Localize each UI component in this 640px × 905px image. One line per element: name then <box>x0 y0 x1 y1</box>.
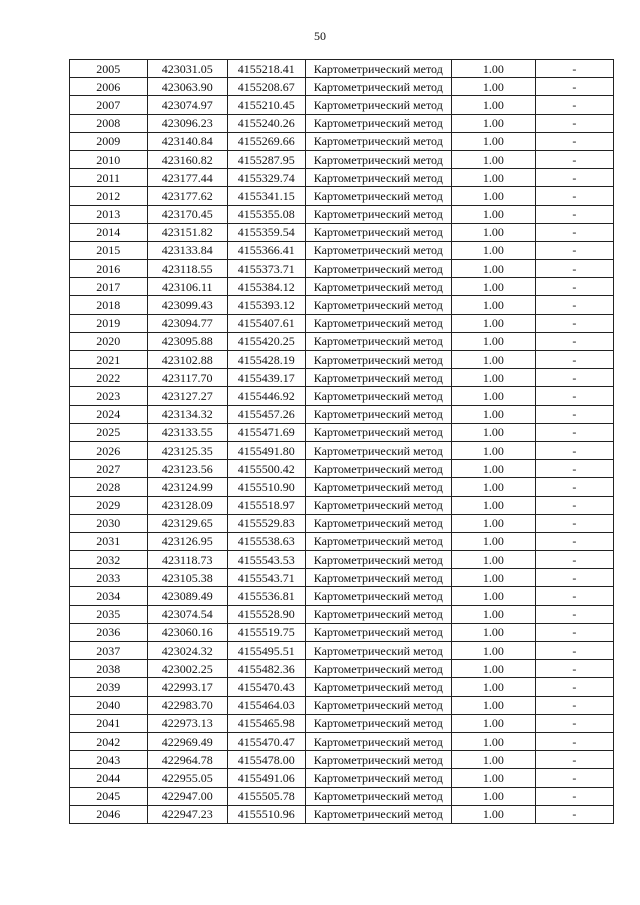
description-cell: - <box>535 551 613 569</box>
description-cell: - <box>535 205 613 223</box>
y-coordinate-cell: 4155208.67 <box>227 78 305 96</box>
x-coordinate-cell: 422964.78 <box>147 751 227 769</box>
accuracy-cell: 1.00 <box>451 132 535 150</box>
y-coordinate-cell: 4155464.03 <box>227 696 305 714</box>
description-cell: - <box>535 423 613 441</box>
method-cell: Картометрический метод <box>305 423 451 441</box>
description-cell: - <box>535 514 613 532</box>
x-coordinate-cell: 422983.70 <box>147 696 227 714</box>
x-coordinate-cell: 423123.56 <box>147 460 227 478</box>
x-coordinate-cell: 423060.16 <box>147 623 227 641</box>
description-cell: - <box>535 496 613 514</box>
table-row <box>70 205 614 223</box>
x-coordinate-cell: 423074.97 <box>147 96 227 114</box>
x-coordinate-cell: 423024.32 <box>147 642 227 660</box>
x-coordinate-cell: 423129.65 <box>147 514 227 532</box>
description-cell: - <box>535 587 613 605</box>
table-row <box>70 732 614 750</box>
point-number-cell: 2030 <box>70 514 148 532</box>
y-coordinate-cell: 4155457.26 <box>227 405 305 423</box>
method-cell: Картометрический метод <box>305 551 451 569</box>
table-row <box>70 132 614 150</box>
accuracy-cell: 1.00 <box>451 751 535 769</box>
accuracy-cell: 1.00 <box>451 205 535 223</box>
accuracy-cell: 1.00 <box>451 605 535 623</box>
point-number-cell: 2007 <box>70 96 148 114</box>
description-cell: - <box>535 241 613 259</box>
y-coordinate-cell: 4155529.83 <box>227 514 305 532</box>
x-coordinate-cell: 423102.88 <box>147 351 227 369</box>
y-coordinate-cell: 4155538.63 <box>227 532 305 550</box>
point-number-cell: 2038 <box>70 660 148 678</box>
method-cell: Картометрический метод <box>305 387 451 405</box>
table-row <box>70 114 614 132</box>
point-number-cell: 2043 <box>70 751 148 769</box>
table-row <box>70 332 614 350</box>
method-cell: Картометрический метод <box>305 587 451 605</box>
table-row <box>70 514 614 532</box>
point-number-cell: 2033 <box>70 569 148 587</box>
y-coordinate-cell: 4155491.80 <box>227 441 305 459</box>
accuracy-cell: 1.00 <box>451 623 535 641</box>
table-row <box>70 642 614 660</box>
method-cell: Картометрический метод <box>305 642 451 660</box>
x-coordinate-cell: 422993.17 <box>147 678 227 696</box>
accuracy-cell: 1.00 <box>451 642 535 660</box>
accuracy-cell: 1.00 <box>451 241 535 259</box>
y-coordinate-cell: 4155471.69 <box>227 423 305 441</box>
accuracy-cell: 1.00 <box>451 441 535 459</box>
method-cell: Картометрический метод <box>305 351 451 369</box>
accuracy-cell: 1.00 <box>451 714 535 732</box>
table-row <box>70 169 614 187</box>
y-coordinate-cell: 4155470.47 <box>227 732 305 750</box>
method-cell: Картометрический метод <box>305 769 451 787</box>
method-cell: Картометрический метод <box>305 296 451 314</box>
method-cell: Картометрический метод <box>305 623 451 641</box>
y-coordinate-cell: 4155439.17 <box>227 369 305 387</box>
table-row <box>70 496 614 514</box>
description-cell: - <box>535 696 613 714</box>
x-coordinate-cell: 422947.23 <box>147 805 227 823</box>
y-coordinate-cell: 4155510.90 <box>227 478 305 496</box>
method-cell: Картометрический метод <box>305 169 451 187</box>
y-coordinate-cell: 4155407.61 <box>227 314 305 332</box>
y-coordinate-cell: 4155495.51 <box>227 642 305 660</box>
description-cell: - <box>535 405 613 423</box>
point-number-cell: 2022 <box>70 369 148 387</box>
table-row <box>70 605 614 623</box>
x-coordinate-cell: 423151.82 <box>147 223 227 241</box>
accuracy-cell: 1.00 <box>451 732 535 750</box>
point-number-cell: 2018 <box>70 296 148 314</box>
point-number-cell: 2031 <box>70 532 148 550</box>
accuracy-cell: 1.00 <box>451 369 535 387</box>
point-number-cell: 2009 <box>70 132 148 150</box>
accuracy-cell: 1.00 <box>451 569 535 587</box>
x-coordinate-cell: 422973.13 <box>147 714 227 732</box>
method-cell: Картометрический метод <box>305 223 451 241</box>
y-coordinate-cell: 4155384.12 <box>227 278 305 296</box>
x-coordinate-cell: 423118.55 <box>147 260 227 278</box>
table-row <box>70 696 614 714</box>
accuracy-cell: 1.00 <box>451 405 535 423</box>
method-cell: Картометрический метод <box>305 660 451 678</box>
table-row <box>70 678 614 696</box>
table-row <box>70 187 614 205</box>
point-number-cell: 2026 <box>70 441 148 459</box>
table-row <box>70 423 614 441</box>
method-cell: Картометрический метод <box>305 405 451 423</box>
accuracy-cell: 1.00 <box>451 532 535 550</box>
point-number-cell: 2017 <box>70 278 148 296</box>
y-coordinate-cell: 4155210.45 <box>227 96 305 114</box>
table-row <box>70 314 614 332</box>
description-cell: - <box>535 642 613 660</box>
x-coordinate-cell: 423125.35 <box>147 441 227 459</box>
x-coordinate-cell: 423177.62 <box>147 187 227 205</box>
method-cell: Картометрический метод <box>305 460 451 478</box>
point-number-cell: 2040 <box>70 696 148 714</box>
description-cell: - <box>535 678 613 696</box>
accuracy-cell: 1.00 <box>451 460 535 478</box>
x-coordinate-cell: 422969.49 <box>147 732 227 750</box>
accuracy-cell: 1.00 <box>451 278 535 296</box>
table-row <box>70 805 614 823</box>
point-number-cell: 2045 <box>70 787 148 805</box>
method-cell: Картометрический метод <box>305 260 451 278</box>
description-cell: - <box>535 314 613 332</box>
point-number-cell: 2029 <box>70 496 148 514</box>
table-row <box>70 787 614 805</box>
accuracy-cell: 1.00 <box>451 187 535 205</box>
accuracy-cell: 1.00 <box>451 496 535 514</box>
y-coordinate-cell: 4155341.15 <box>227 187 305 205</box>
description-cell: - <box>535 60 613 78</box>
point-number-cell: 2019 <box>70 314 148 332</box>
point-number-cell: 2005 <box>70 60 148 78</box>
y-coordinate-cell: 4155269.66 <box>227 132 305 150</box>
description-cell: - <box>535 478 613 496</box>
description-cell: - <box>535 351 613 369</box>
table-row <box>70 532 614 550</box>
y-coordinate-cell: 4155543.53 <box>227 551 305 569</box>
x-coordinate-cell: 423117.70 <box>147 369 227 387</box>
table-row <box>70 387 614 405</box>
x-coordinate-cell: 423106.11 <box>147 278 227 296</box>
accuracy-cell: 1.00 <box>451 805 535 823</box>
point-number-cell: 2046 <box>70 805 148 823</box>
x-coordinate-cell: 423094.77 <box>147 314 227 332</box>
accuracy-cell: 1.00 <box>451 78 535 96</box>
coordinates-table <box>69 59 614 824</box>
x-coordinate-cell: 423170.45 <box>147 205 227 223</box>
y-coordinate-cell: 4155543.71 <box>227 569 305 587</box>
table-row <box>70 660 614 678</box>
description-cell: - <box>535 332 613 350</box>
point-number-cell: 2023 <box>70 387 148 405</box>
x-coordinate-cell: 423118.73 <box>147 551 227 569</box>
table-row <box>70 78 614 96</box>
table-row <box>70 569 614 587</box>
method-cell: Картометрический метод <box>305 496 451 514</box>
y-coordinate-cell: 4155218.41 <box>227 60 305 78</box>
accuracy-cell: 1.00 <box>451 150 535 168</box>
y-coordinate-cell: 4155536.81 <box>227 587 305 605</box>
y-coordinate-cell: 4155355.08 <box>227 205 305 223</box>
accuracy-cell: 1.00 <box>451 260 535 278</box>
method-cell: Картометрический метод <box>305 241 451 259</box>
method-cell: Картометрический метод <box>305 805 451 823</box>
description-cell: - <box>535 532 613 550</box>
description-cell: - <box>535 441 613 459</box>
accuracy-cell: 1.00 <box>451 332 535 350</box>
x-coordinate-cell: 423133.55 <box>147 423 227 441</box>
table-row <box>70 751 614 769</box>
method-cell: Картометрический метод <box>305 205 451 223</box>
point-number-cell: 2008 <box>70 114 148 132</box>
x-coordinate-cell: 423160.82 <box>147 150 227 168</box>
y-coordinate-cell: 4155491.06 <box>227 769 305 787</box>
point-number-cell: 2037 <box>70 642 148 660</box>
point-number-cell: 2027 <box>70 460 148 478</box>
y-coordinate-cell: 4155393.12 <box>227 296 305 314</box>
method-cell: Картометрический метод <box>305 787 451 805</box>
accuracy-cell: 1.00 <box>451 314 535 332</box>
method-cell: Картометрический метод <box>305 696 451 714</box>
table-row <box>70 623 614 641</box>
x-coordinate-cell: 423002.25 <box>147 660 227 678</box>
x-coordinate-cell: 423031.05 <box>147 60 227 78</box>
y-coordinate-cell: 4155446.92 <box>227 387 305 405</box>
method-cell: Картометрический метод <box>305 678 451 696</box>
method-cell: Картометрический метод <box>305 605 451 623</box>
point-number-cell: 2044 <box>70 769 148 787</box>
y-coordinate-cell: 4155366.41 <box>227 241 305 259</box>
accuracy-cell: 1.00 <box>451 169 535 187</box>
accuracy-cell: 1.00 <box>451 387 535 405</box>
x-coordinate-cell: 423140.84 <box>147 132 227 150</box>
description-cell: - <box>535 660 613 678</box>
point-number-cell: 2016 <box>70 260 148 278</box>
page-number: 50 <box>314 29 326 43</box>
method-cell: Картометрический метод <box>305 150 451 168</box>
description-cell: - <box>535 150 613 168</box>
y-coordinate-cell: 4155528.90 <box>227 605 305 623</box>
method-cell: Картометрический метод <box>305 278 451 296</box>
table-row <box>70 241 614 259</box>
table-row <box>70 769 614 787</box>
x-coordinate-cell: 423128.09 <box>147 496 227 514</box>
method-cell: Картометрический метод <box>305 314 451 332</box>
description-cell: - <box>535 369 613 387</box>
method-cell: Картометрический метод <box>305 187 451 205</box>
description-cell: - <box>535 569 613 587</box>
description-cell: - <box>535 169 613 187</box>
y-coordinate-cell: 4155478.00 <box>227 751 305 769</box>
point-number-cell: 2015 <box>70 241 148 259</box>
method-cell: Картометрический метод <box>305 732 451 750</box>
description-cell: - <box>535 296 613 314</box>
description-cell: - <box>535 714 613 732</box>
description-cell: - <box>535 732 613 750</box>
description-cell: - <box>535 805 613 823</box>
point-number-cell: 2032 <box>70 551 148 569</box>
x-coordinate-cell: 423074.54 <box>147 605 227 623</box>
x-coordinate-cell: 423096.23 <box>147 114 227 132</box>
table-row <box>70 460 614 478</box>
y-coordinate-cell: 4155240.26 <box>227 114 305 132</box>
accuracy-cell: 1.00 <box>451 696 535 714</box>
x-coordinate-cell: 423124.99 <box>147 478 227 496</box>
table-row <box>70 441 614 459</box>
x-coordinate-cell: 423127.27 <box>147 387 227 405</box>
x-coordinate-cell: 423099.43 <box>147 296 227 314</box>
x-coordinate-cell: 423089.49 <box>147 587 227 605</box>
method-cell: Картометрический метод <box>305 441 451 459</box>
x-coordinate-cell: 423105.38 <box>147 569 227 587</box>
y-coordinate-cell: 4155500.42 <box>227 460 305 478</box>
table-row <box>70 351 614 369</box>
table-row <box>70 260 614 278</box>
accuracy-cell: 1.00 <box>451 514 535 532</box>
method-cell: Картометрический метод <box>305 132 451 150</box>
point-number-cell: 2042 <box>70 732 148 750</box>
description-cell: - <box>535 223 613 241</box>
description-cell: - <box>535 787 613 805</box>
accuracy-cell: 1.00 <box>451 787 535 805</box>
method-cell: Картометрический метод <box>305 751 451 769</box>
x-coordinate-cell: 423095.88 <box>147 332 227 350</box>
table-row <box>70 587 614 605</box>
method-cell: Картометрический метод <box>305 714 451 732</box>
description-cell: - <box>535 260 613 278</box>
table-row <box>70 150 614 168</box>
description-cell: - <box>535 460 613 478</box>
y-coordinate-cell: 4155420.25 <box>227 332 305 350</box>
description-cell: - <box>535 278 613 296</box>
accuracy-cell: 1.00 <box>451 587 535 605</box>
y-coordinate-cell: 4155373.71 <box>227 260 305 278</box>
table-row <box>70 60 614 78</box>
point-number-cell: 2020 <box>70 332 148 350</box>
y-coordinate-cell: 4155510.96 <box>227 805 305 823</box>
accuracy-cell: 1.00 <box>451 769 535 787</box>
table-row <box>70 405 614 423</box>
accuracy-cell: 1.00 <box>451 114 535 132</box>
x-coordinate-cell: 423126.95 <box>147 532 227 550</box>
point-number-cell: 2028 <box>70 478 148 496</box>
description-cell: - <box>535 78 613 96</box>
accuracy-cell: 1.00 <box>451 60 535 78</box>
accuracy-cell: 1.00 <box>451 96 535 114</box>
method-cell: Картометрический метод <box>305 114 451 132</box>
accuracy-cell: 1.00 <box>451 660 535 678</box>
point-number-cell: 2025 <box>70 423 148 441</box>
y-coordinate-cell: 4155428.19 <box>227 351 305 369</box>
table-row <box>70 551 614 569</box>
method-cell: Картометрический метод <box>305 60 451 78</box>
accuracy-cell: 1.00 <box>451 678 535 696</box>
table-row <box>70 296 614 314</box>
x-coordinate-cell: 422955.05 <box>147 769 227 787</box>
point-number-cell: 2039 <box>70 678 148 696</box>
point-number-cell: 2006 <box>70 78 148 96</box>
description-cell: - <box>535 96 613 114</box>
accuracy-cell: 1.00 <box>451 296 535 314</box>
coordinates-table-body <box>70 60 614 824</box>
description-cell: - <box>535 751 613 769</box>
method-cell: Картометрический метод <box>305 332 451 350</box>
y-coordinate-cell: 4155482.36 <box>227 660 305 678</box>
point-number-cell: 2013 <box>70 205 148 223</box>
x-coordinate-cell: 423177.44 <box>147 169 227 187</box>
method-cell: Картометрический метод <box>305 514 451 532</box>
point-number-cell: 2036 <box>70 623 148 641</box>
point-number-cell: 2011 <box>70 169 148 187</box>
table-row <box>70 96 614 114</box>
y-coordinate-cell: 4155519.75 <box>227 623 305 641</box>
method-cell: Картометрический метод <box>305 96 451 114</box>
point-number-cell: 2024 <box>70 405 148 423</box>
description-cell: - <box>535 769 613 787</box>
point-number-cell: 2010 <box>70 150 148 168</box>
method-cell: Картометрический метод <box>305 478 451 496</box>
accuracy-cell: 1.00 <box>451 351 535 369</box>
description-cell: - <box>535 623 613 641</box>
accuracy-cell: 1.00 <box>451 423 535 441</box>
description-cell: - <box>535 187 613 205</box>
y-coordinate-cell: 4155505.78 <box>227 787 305 805</box>
x-coordinate-cell: 423134.32 <box>147 405 227 423</box>
y-coordinate-cell: 4155518.97 <box>227 496 305 514</box>
point-number-cell: 2021 <box>70 351 148 369</box>
accuracy-cell: 1.00 <box>451 223 535 241</box>
y-coordinate-cell: 4155465.98 <box>227 714 305 732</box>
method-cell: Картометрический метод <box>305 369 451 387</box>
table-row <box>70 223 614 241</box>
x-coordinate-cell: 423063.90 <box>147 78 227 96</box>
description-cell: - <box>535 114 613 132</box>
method-cell: Картометрический метод <box>305 78 451 96</box>
point-number-cell: 2034 <box>70 587 148 605</box>
table-row <box>70 714 614 732</box>
description-cell: - <box>535 387 613 405</box>
point-number-cell: 2041 <box>70 714 148 732</box>
description-cell: - <box>535 605 613 623</box>
description-cell: - <box>535 132 613 150</box>
point-number-cell: 2012 <box>70 187 148 205</box>
y-coordinate-cell: 4155470.43 <box>227 678 305 696</box>
method-cell: Картометрический метод <box>305 569 451 587</box>
y-coordinate-cell: 4155287.95 <box>227 150 305 168</box>
y-coordinate-cell: 4155359.54 <box>227 223 305 241</box>
x-coordinate-cell: 422947.00 <box>147 787 227 805</box>
table-row <box>70 478 614 496</box>
accuracy-cell: 1.00 <box>451 478 535 496</box>
point-number-cell: 2014 <box>70 223 148 241</box>
x-coordinate-cell: 423133.84 <box>147 241 227 259</box>
table-row <box>70 369 614 387</box>
accuracy-cell: 1.00 <box>451 551 535 569</box>
point-number-cell: 2035 <box>70 605 148 623</box>
table-row <box>70 278 614 296</box>
y-coordinate-cell: 4155329.74 <box>227 169 305 187</box>
method-cell: Картометрический метод <box>305 532 451 550</box>
